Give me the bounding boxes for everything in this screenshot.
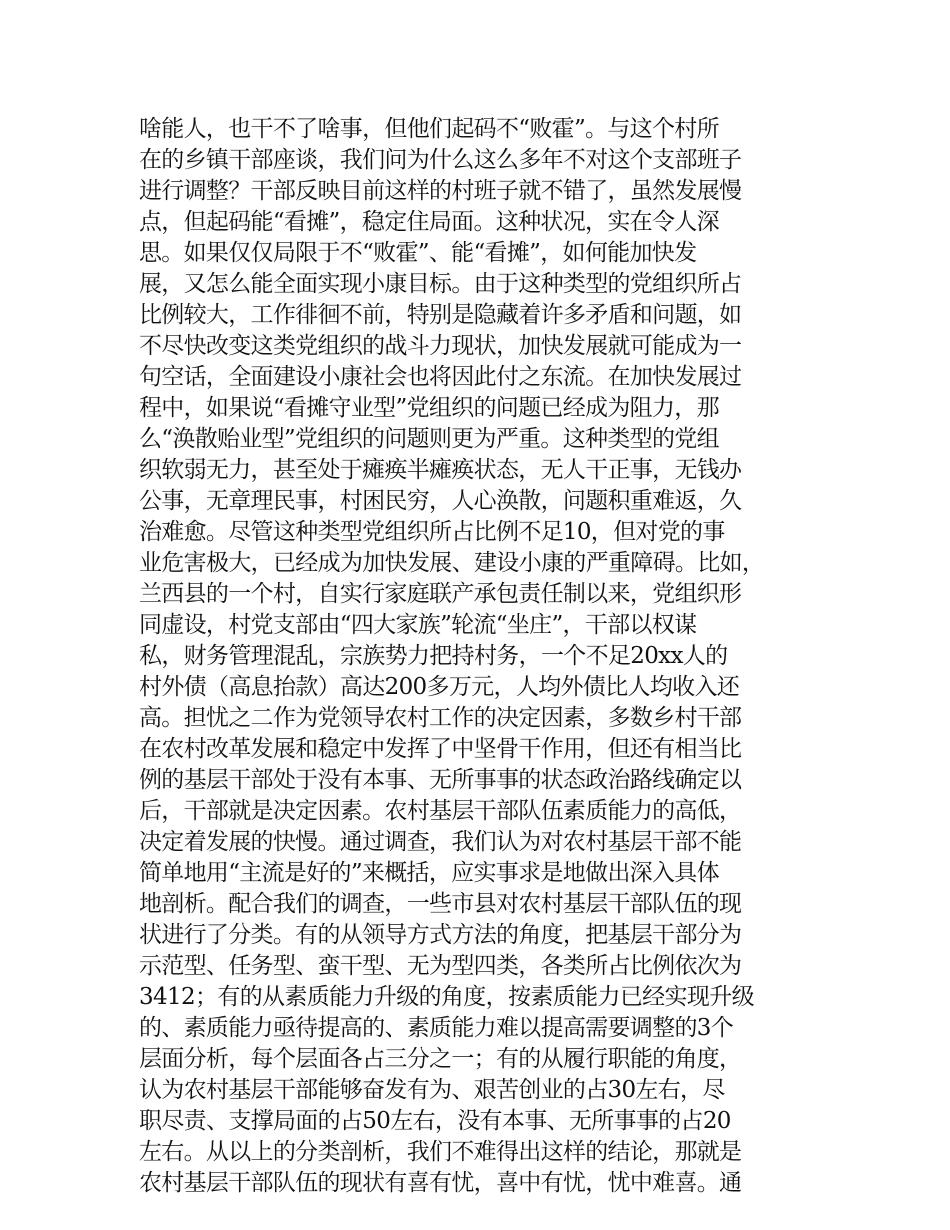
text-line: 进行调整？干部反映目前这样的村班子就不错了，虽然发展慢 bbox=[139, 178, 742, 204]
text-line: 句空话，全面建设小康社会也将因此付之东流。在加快发展过 bbox=[139, 364, 742, 390]
text-line: 点，但起码能“看摊”，稳定住局面。这种状况，实在令人深 bbox=[139, 209, 719, 235]
text-line: 村外债（高息抬款）高达200多万元，人均外债比人均收入还 bbox=[139, 674, 740, 700]
text-line: 思。如果仅仅局限于不“败霍”、能“看摊”，如何能加快发 bbox=[139, 240, 697, 266]
text-line: 后，干部就是决定因素。农村基层干部队伍素质能力的高低， bbox=[139, 798, 742, 824]
text-line: 业危害极大，已经成为加快发展、建设小康的严重障碍。比如， bbox=[139, 550, 765, 576]
text-line: 兰西县的一个村，自实行家庭联产承包责任制以来，党组织形 bbox=[139, 581, 742, 607]
text-line: 私，财务管理混乱，宗族势力把持村务，一个不足20xx人的 bbox=[139, 643, 728, 669]
text-line: 3412；有的从素质能力升级的角度，按素质能力已经实现升级 bbox=[139, 984, 754, 1010]
text-line: 比例较大，工作徘徊不前，特别是隐藏着许多矛盾和问题，如 bbox=[139, 302, 742, 328]
text-line: 例的基层干部处于没有本事、无所事事的状态政治路线确定以 bbox=[139, 767, 742, 793]
text-line: 不尽快改变这类党组织的战斗力现状，加快发展就可能成为一 bbox=[139, 333, 742, 359]
text-line: 展，又怎么能全面实现小康目标。由于这种类型的党组织所占 bbox=[139, 271, 742, 297]
text-line: 在的乡镇干部座谈，我们问为什么这么多年不对这个支部班子 bbox=[139, 147, 742, 173]
text-line: 状进行了分类。有的从领导方式方法的角度，把基层干部分为 bbox=[139, 922, 742, 948]
text-line: 的、素质能力亟待提高的、素质能力难以提高需要调整的3个 bbox=[139, 1015, 734, 1041]
text-line: 地剖析。配合我们的调查，一些市县对农村基层干部队伍的现 bbox=[139, 891, 742, 917]
text-line: 层面分析，每个层面各占三分之一；有的从履行职能的角度， bbox=[139, 1046, 742, 1072]
text-line: 么“涣散贻业型”党组织的问题则更为严重。这种类型的党组 bbox=[139, 426, 719, 452]
text-line: 高。担忧之二作为党领导农村工作的决定因素，多数乡村干部 bbox=[139, 705, 742, 731]
text-line: 左右。从以上的分类剖析，我们不难得出这样的结论，那就是 bbox=[139, 1139, 742, 1165]
text-line: 认为农村基层干部能够奋发有为、艰苦创业的占30左右，尽 bbox=[139, 1077, 725, 1103]
text-line: 程中，如果说“看摊守业型”党组织的问题已经成为阻力，那 bbox=[139, 395, 719, 421]
text-line: 简单地用“主流是好的”来概括，应实事求是地做出深入具体 bbox=[139, 860, 719, 886]
body-paragraph bbox=[139, 114, 839, 1199]
text-line: 治难愈。尽管这种类型党组织所占比例不足10，但对党的事 bbox=[139, 519, 725, 545]
text-line: 职尽责、支撑局面的占50左右，没有本事、无所事事的占20 bbox=[139, 1108, 731, 1134]
text-line: 决定着发展的快慢。通过调查，我们认为对农村基层干部不能 bbox=[139, 829, 742, 855]
text-line: 织软弱无力，甚至处于瘫痪半瘫痪状态，无人干正事，无钱办 bbox=[139, 457, 742, 483]
text-line: 在农村改革发展和稳定中发挥了中坚骨干作用，但还有相当比 bbox=[139, 736, 742, 762]
text-line: 示范型、任务型、蛮干型、无为型四类，各类所占比例依次为 bbox=[139, 953, 742, 979]
text-line: 农村基层干部队伍的现状有喜有忧，喜中有忧，忧中难喜。通 bbox=[139, 1170, 742, 1196]
text-line: 啥能人，也干不了啥事，但他们起码不“败霍”。与这个村所 bbox=[139, 116, 719, 142]
text-line: 公事，无章理民事，村困民穷，人心涣散，问题积重难返，久 bbox=[139, 488, 742, 514]
text-line: 同虚设，村党支部由“四大家族”轮流“坐庄”，干部以权谋 bbox=[139, 612, 697, 638]
